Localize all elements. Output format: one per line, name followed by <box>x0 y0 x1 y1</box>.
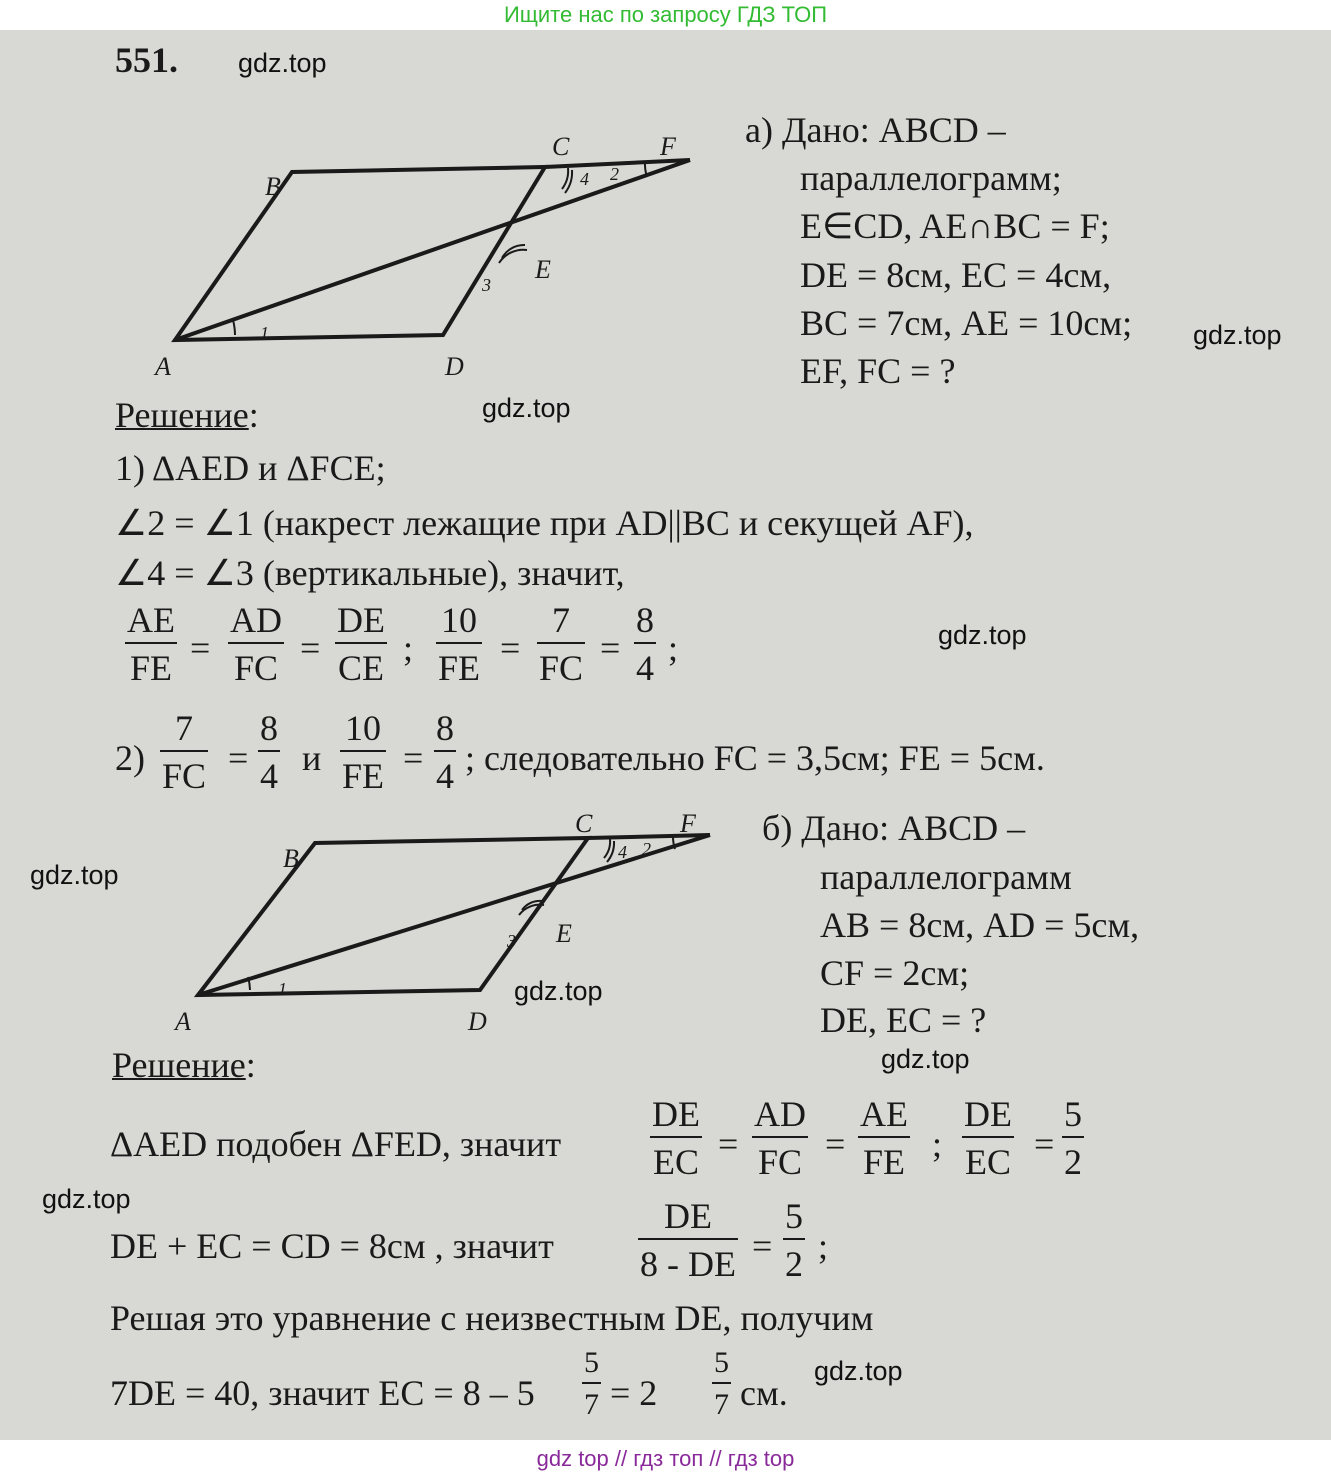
equals-sign: = <box>228 738 249 778</box>
fraction: $\frac{AE}{FE}$ <box>860 1094 908 1182</box>
angle-label-3: 3 <box>482 275 491 295</box>
top-banner[interactable]: Ищите нас по запросу ГДЗ ТОП <box>0 0 1331 30</box>
solution-b-line-4: 7DE = 40, значит EC = 8 – 5 <box>110 1373 535 1413</box>
angle-label-3: 3 <box>507 931 516 951</box>
vertex-label-b: B <box>283 844 299 873</box>
solution-a-step-1: 1) ΔAED и ΔFCE; <box>115 448 386 488</box>
solution-b-line-4-end: см. <box>740 1373 788 1413</box>
equals-sign: = <box>718 1124 739 1164</box>
equals-sign: = <box>600 628 621 668</box>
vertex-label-d: D <box>445 352 464 381</box>
vertex-label-d: D <box>468 1007 487 1036</box>
solution-b-line-1: ΔAED подобен ΔFED, значит <box>110 1124 562 1164</box>
vertex-label-c: C <box>575 809 593 838</box>
solution-a-angles-1: ∠2 = ∠1 (накрест лежащие при AD||BC и секущей AF), <box>115 503 974 543</box>
watermark: gdz.top <box>938 620 1027 650</box>
vertex-label-f: F <box>680 809 696 838</box>
watermark: gdz.top <box>814 1356 903 1386</box>
solution-a-heading: Решение: <box>115 395 259 435</box>
equals-sign: = <box>1034 1124 1055 1164</box>
fraction: $\frac{10}{FE}$ <box>438 600 481 688</box>
given-a-line-3: E∈CD, AE∩BC = F; <box>800 206 1110 246</box>
fraction: $\frac{5}{7}$ <box>714 1346 729 1421</box>
solution-b-line-2: DE + EC = CD = 8см , значит <box>110 1226 554 1266</box>
watermark: gdz.top <box>482 393 571 423</box>
separator: ; <box>932 1124 943 1164</box>
fraction: $\frac{8}{4}$ <box>636 600 654 688</box>
watermark: gdz.top <box>238 48 327 78</box>
watermark: gdz.top <box>42 1184 131 1214</box>
angle-label-4: 4 <box>618 842 627 862</box>
separator: ; <box>668 628 679 668</box>
watermark: gdz.top <box>1193 320 1282 350</box>
fraction: $\frac{DE}{EC}$ <box>964 1094 1012 1182</box>
equals-sign: = <box>825 1124 846 1164</box>
equals-sign: = <box>500 628 521 668</box>
equals-sign: = <box>752 1226 773 1266</box>
angle-label-1: 1 <box>278 979 287 999</box>
problem-number: 551. <box>115 40 178 80</box>
vertex-label-f: F <box>660 132 676 161</box>
solution-b-line-4-mid: = 2 <box>610 1373 658 1413</box>
fraction: $\frac{10}{FE}$ <box>342 708 385 796</box>
separator: ; <box>403 628 414 668</box>
vertex-label-e: E <box>556 919 572 948</box>
angle-label-2: 2 <box>642 839 651 859</box>
solution-a-result: ; следовательно FC = 3,5см; FE = 5см. <box>465 738 1045 778</box>
fraction: $\frac{7}{FC}$ <box>162 708 207 796</box>
solution-a-angles-2: ∠4 = ∠3 (вертикальные), значит, <box>115 553 625 593</box>
separator: ; <box>818 1226 829 1266</box>
vertex-label-a: A <box>175 1007 191 1036</box>
angle-label-1: 1 <box>260 323 269 343</box>
fraction: $\frac{7}{FC}$ <box>539 600 584 688</box>
fraction: $\frac{8}{4}$ <box>436 708 454 796</box>
given-a-line-4: DE = 8см, EC = 4см, <box>800 255 1112 295</box>
bottom-banner[interactable]: gdz top // гдз топ // гдз top <box>0 1440 1331 1477</box>
vertex-label-e: E <box>535 255 551 284</box>
given-a-line-6: EF, FC = ? <box>800 351 956 391</box>
fraction: $\frac{DE}{CE}$ <box>337 600 385 688</box>
figure-a <box>150 125 710 395</box>
given-a-line-2: параллелограмм; <box>800 158 1062 198</box>
conjunction: и <box>302 738 322 778</box>
given-b-line-4: CF = 2см; <box>820 953 970 993</box>
watermark: gdz.top <box>514 976 603 1006</box>
fraction: $\frac{5}{7}$ <box>584 1346 599 1421</box>
equals-sign: = <box>300 628 321 668</box>
fraction: $\frac{5}{2}$ <box>785 1196 803 1284</box>
textbook-page <box>0 30 1331 1440</box>
vertex-label-a: A <box>155 352 171 381</box>
vertex-label-b: B <box>265 172 281 201</box>
fraction: $\frac{DE}{EC}$ <box>652 1094 700 1182</box>
fraction: $\frac{AD}{FC}$ <box>230 600 282 688</box>
fraction: $\frac{AE}{FE}$ <box>127 600 175 688</box>
solution-a-step-2-label: 2) <box>115 738 145 778</box>
angle-label-2: 2 <box>610 164 619 184</box>
watermark: gdz.top <box>30 860 119 890</box>
angle-label-4: 4 <box>580 169 589 189</box>
given-a-line-1: а) Дано: ABCD – <box>745 110 1006 150</box>
solution-b-line-3: Решая это уравнение с неизвестным DE, получим <box>110 1298 874 1338</box>
given-b-line-2: параллелограмм <box>820 857 1072 897</box>
given-b-line-5: DE, EC = ? <box>820 1000 987 1040</box>
given-b-line-1: б) Дано: ABCD – <box>762 808 1026 848</box>
fraction: $\frac{AD}{FC}$ <box>754 1094 806 1182</box>
equals-sign: = <box>190 628 211 668</box>
fraction: $\frac{DE}{8 - DE}$ <box>640 1196 736 1284</box>
fraction: $\frac{8}{4}$ <box>260 708 278 796</box>
equals-sign: = <box>403 738 424 778</box>
given-b-line-3: AB = 8см, AD = 5см, <box>820 905 1140 945</box>
vertex-label-c: C <box>552 132 570 161</box>
solution-b-heading: Решение: <box>112 1045 256 1085</box>
fraction: $\frac{5}{2}$ <box>1064 1094 1082 1182</box>
given-a-line-5: BC = 7см, AE = 10см; <box>800 303 1133 343</box>
figure-b <box>170 810 730 1050</box>
watermark: gdz.top <box>881 1044 970 1074</box>
